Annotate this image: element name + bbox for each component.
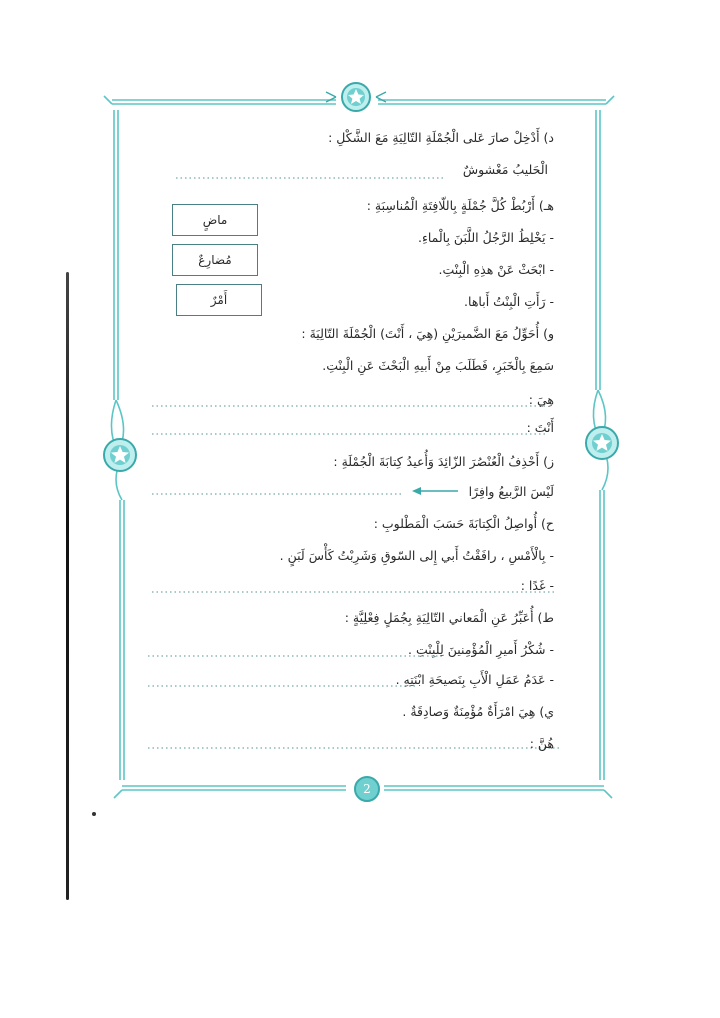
section-h-item: - ابْحَثْ عَنْ هذِهِ الْبِنْتِ.: [438, 262, 554, 277]
arrow-left-icon: [412, 486, 460, 496]
section-w-sentence: سَمِعَ بِالْخَبَرِ، فَطَلَبَ مِنْ أَبيهِ الْبَحْثَ عَنِ الْبِنْتِ.: [322, 358, 554, 373]
label-box-imperative[interactable]: أَمْرٌ: [176, 284, 262, 316]
section-t-item: - شُكْرُ أَميرِ الْمُؤْمِنينَ لِلْبِنْتِ .: [408, 642, 554, 657]
section-d-heading: د) أَدْخِلْ صارَ عَلى الْجُمْلَةِ التّالِيَةِ مَعَ الشَّكْلِ :: [328, 130, 554, 145]
section-h2-item: - بِالْأَمْسِ ، رافَقْتُ أَبي إِلى السّوقِ وَشَرِبْتُ كَأْسَ لَبَنٍ .: [279, 548, 554, 563]
section-h-item: - رَأَتِ الْبِنْتُ أَباها.: [464, 294, 554, 309]
section-d-sentence: الْحَليبُ مَغْشوشٌ: [462, 162, 548, 177]
star-medallion-icon: [586, 427, 618, 459]
section-z-sentence: لَيْسَ الرَّبيعُ وافِرًا: [468, 484, 554, 499]
section-h-heading: هـ) أَرْبُطْ كُلَّ جُمْلَةٍ بِاللّافِتَةِ الْمُناسِبَةِ :: [366, 198, 554, 213]
pronoun-label: أَنْتَ :: [526, 420, 554, 435]
section-h-item: - يَخْلِطُ الرَّجُلُ اللَّبَنَ بِالْماءِ.: [417, 230, 554, 245]
pronoun-label: هُنَّ :: [529, 736, 554, 751]
section-z-heading: ز) أَحْذِفُ الْعُنْصُرَ الزّائِدَ وَأُعيدُ كِتابَةَ الْجُمْلَةِ :: [333, 454, 554, 469]
section-t-item: - عَدَمُ عَمَلِ الْأَبِ بِنَصيحَةِ ابْنَتِهِ .: [395, 672, 554, 687]
label-box-present[interactable]: مُضارِعٌ: [172, 244, 258, 276]
star-medallion-icon: [104, 439, 136, 471]
pronoun-label: هِيَ :: [528, 392, 554, 407]
star-medallion-icon: [326, 83, 386, 111]
section-w-heading: و) أُحَوِّلُ مَعَ الضَّميرَيْنِ (هِيَ ، أَنْتَ) الْجُمْلَةَ التّالِيَةَ :: [301, 326, 554, 341]
page-number: 2: [354, 776, 380, 802]
section-y-heading: ي) هِيَ امْرَأَةٌ مُؤْمِنَةٌ وَصادِقَةٌ .: [402, 704, 554, 719]
section-h2-heading: ح) أُواصِلُ الْكِتابَةَ حَسَبَ الْمَطْلوبِ :: [373, 516, 554, 531]
section-t-heading: ط) أُعَبِّرُ عَنِ الْمَعاني التّالِيَةِ بِجُمَلٍ فِعْلِيَّةٍ :: [344, 610, 554, 625]
section-h2-item: - غَدًا :: [520, 578, 554, 593]
label-box-past[interactable]: ماضٍ: [172, 204, 258, 236]
